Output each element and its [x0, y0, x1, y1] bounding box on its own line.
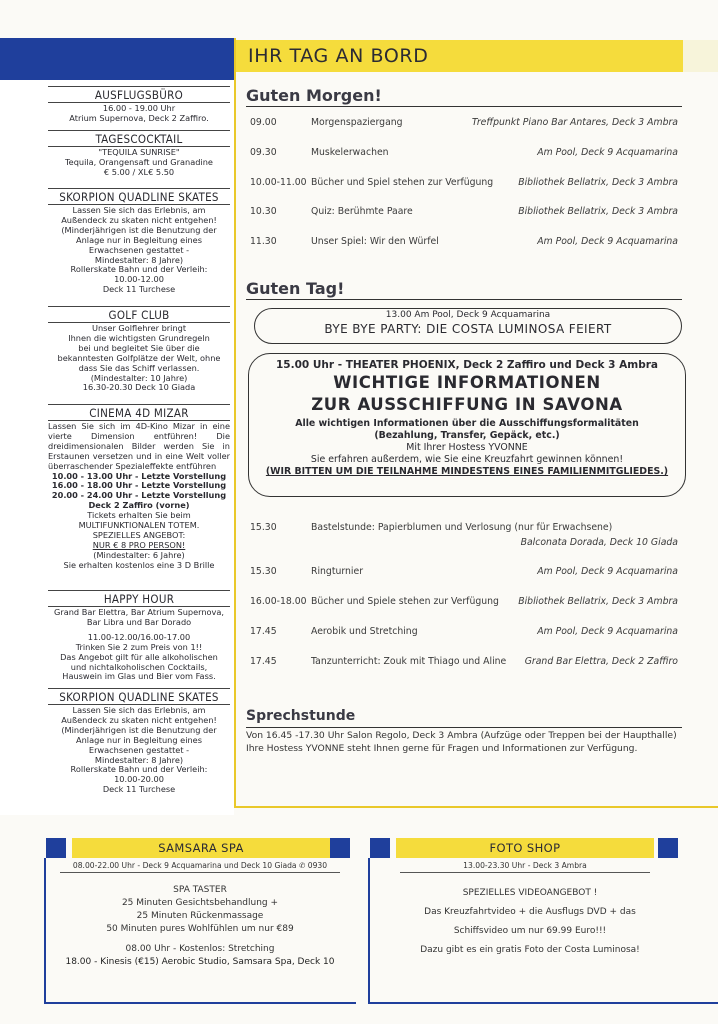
title-bar — [236, 40, 683, 72]
text-line: 16.30-20.30 Deck 10 Giada — [82, 382, 196, 393]
section-title: HAPPY HOUR — [48, 590, 230, 607]
heading-rule — [246, 299, 682, 300]
schedule-row — [250, 117, 678, 131]
sprechstunde-text — [246, 730, 696, 755]
text-line: 20.00 - 24.00 Uhr - Letzte Vorstellung — [51, 490, 227, 501]
heading-rule — [246, 727, 682, 728]
row-location: Bibliothek Bellatrix, Deck 3 Ambra — [518, 206, 678, 217]
text-line: (Minderjährigen ist die Benutzung der — [61, 224, 217, 235]
row-time: 09.30 — [250, 147, 277, 158]
info-headline: ZUR AUSSCHIFFUNG IN SAVONA — [311, 395, 623, 414]
row-time: 17.45 — [250, 626, 277, 637]
text-line: "TEQUILA SUNRISE" — [98, 147, 180, 157]
text-line: Atrium Supernova, Deck 2 Zaffiro. — [69, 112, 209, 123]
row-time: 10.00-11.00 — [250, 177, 307, 188]
row-activity: Ringturnier — [311, 566, 364, 577]
foto-border-bottom — [368, 1002, 718, 1004]
schedule-row — [250, 656, 678, 670]
text-line: Das Kreuzfahrtvideo + die Ausflugs DVD + das — [424, 907, 636, 917]
divider-horizontal — [236, 806, 718, 808]
info-text: Sie erfahren außerdem, wie Sie eine Kreuzfahrt gewinnen können! — [310, 454, 624, 465]
section-tagescocktail — [48, 130, 230, 178]
section-title: AUSFLUGSBÜRO — [48, 86, 230, 103]
page-title: IHR TAG AN BORD — [248, 45, 429, 67]
spa-details — [50, 884, 350, 969]
section-title: TAGESCOCKTAIL — [48, 130, 230, 147]
section-title: GOLF CLUB — [48, 306, 230, 323]
row-time: 10.30 — [250, 206, 277, 217]
section-title: SKORPION QUADLINE SKATES — [48, 688, 230, 705]
party-box — [254, 308, 682, 344]
text-line: 25 Minuten Rückenmassage — [136, 911, 264, 921]
text-line: Bar Libra und Bar Dorado — [86, 616, 192, 627]
text-paragraph: Lassen Sie sich im 4D-Kino Mizar in eine vierte Dimension entführen! Die dreidimensionalen Bilder werden Sie in Erstaunen versetzen und in eine Welt voller überraschender Spezialeffekte entführen — [48, 421, 230, 471]
text-line: Deck 11 Turchese — [102, 284, 176, 295]
row-activity: Muskelerwachen — [311, 147, 389, 158]
row-location: Treffpunkt Piano Bar Antares, Deck 3 Ambra — [471, 117, 678, 128]
info-headline: WICHTIGE INFORMATIONEN — [333, 373, 601, 392]
row-location: Am Pool, Deck 9 Acquamarina — [537, 147, 678, 158]
text-line: 10.00-20.00 — [114, 774, 164, 785]
text-line: NUR € 8 PRO PERSON! — [92, 539, 186, 550]
text-line: Sie erhalten kostenlos eine 3 D Brille — [63, 559, 215, 570]
row-activity: Bastelstunde: Papierblumen und Verlosung (nur für Erwachsene) — [311, 522, 613, 533]
text-line: € 5.00 / XL€ 5.50 — [103, 166, 175, 177]
title-bar-extension — [683, 40, 718, 72]
text-line: Grand Bar Elettra, Bar Atrium Supernova, — [54, 607, 224, 617]
schedule-row — [250, 596, 678, 610]
text-line: Erwachsenen gestattet - — [88, 244, 190, 255]
row-time: 15.30 — [250, 566, 277, 577]
text-line: Lassen Sie sich das Erlebnis, am — [72, 705, 206, 715]
foto-details — [380, 884, 680, 960]
text-line: Unser Golflehrer bringt — [91, 323, 187, 333]
text-line: Erwachsenen gestattet - — [88, 744, 190, 755]
row-activity: Unser Spiel: Wir den Würfel — [311, 236, 439, 247]
text-line: bekanntesten Golfplätze der Welt, ohne — [57, 352, 221, 363]
row-activity: Quiz: Berühmte Paare — [311, 206, 413, 217]
row-location: Am Pool, Deck 9 Acquamarina — [537, 566, 678, 577]
text-line: Rollerskate Bahn und der Verleih: — [70, 264, 208, 275]
foto-border-left — [368, 858, 370, 1004]
text-line: und nichtalkoholischen Cocktails, — [70, 661, 208, 672]
schedule-row — [250, 566, 678, 580]
text-line: Deck 2 Zaffiro (vorne) — [88, 500, 190, 511]
text-line: Hauswein im Glas und Bier vom Fass. — [62, 671, 216, 682]
text-line: Ihnen die wichtigsten Grundregeln — [68, 332, 210, 343]
text-line: Von 16.45 -17.30 Uhr Salon Regolo, Deck 3 Ambra (Aufzüge oder Treppen bei der Haupthalle) — [246, 730, 677, 741]
row-location: Am Pool, Deck 9 Acquamarina — [537, 236, 678, 247]
row-location: Bibliothek Bellatrix, Deck 3 Ambra — [518, 596, 678, 607]
text-line: (Mindestalter: 10 Jahre) — [90, 372, 188, 383]
text-line: 18.00 - Kinesis (€15) Aerobic Studio, Samsara Spa, Deck 10 — [65, 957, 335, 967]
heading-day: Guten Tag! — [246, 279, 345, 298]
row-time: 11.30 — [250, 236, 277, 247]
spa-title: SAMSARA SPA — [72, 838, 330, 858]
text-line: Trinken Sie 2 zum Preis von 1!! — [75, 641, 203, 652]
text-line: 08.00 Uhr - Kostenlos: Stretching — [125, 944, 275, 954]
text-line: Schiffsvideo um nur 69.99 Euro!!! — [453, 926, 607, 936]
text-line: dass Sie das Schiff verlassen. — [78, 362, 200, 373]
row-location: Am Pool, Deck 9 Acquamarina — [537, 626, 678, 637]
text-line: Anlage nur in Begleitung eines — [76, 734, 202, 745]
party-title: BYE BYE PARTY: DIE COSTA LUMINOSA FEIERT — [324, 322, 612, 336]
schedule-row — [250, 626, 678, 640]
spa-border-left — [44, 858, 46, 1004]
text-line: 11.00-12.00/16.00-17.00 — [87, 631, 191, 642]
info-text: Mit Ihrer Hostess YVONNE — [406, 442, 528, 453]
foto-title: FOTO SHOP — [396, 838, 654, 858]
text-line: MULTIFUNKTIONALEN TOTEM. — [78, 520, 200, 531]
row-location: Balconata Dorada, Deck 10 Giada — [520, 537, 678, 548]
text-line: Mindestalter: 8 Jahre) — [94, 754, 184, 765]
text-line: Rollerskate Bahn und der Verleih: — [70, 764, 208, 775]
heading-morning: Guten Morgen! — [246, 86, 382, 105]
text-line: Deck 11 Turchese — [102, 784, 176, 795]
section-ausflugsbuero — [48, 86, 230, 124]
row-location: Grand Bar Elettra, Deck 2 Zaffiro — [524, 656, 678, 667]
info-text: (Bezahlung, Transfer, Gepäck, etc.) — [374, 430, 560, 441]
left-header-bar — [0, 38, 234, 80]
section-happy-hour — [48, 590, 230, 682]
text-line: bei und begleitet Sie über die — [78, 342, 200, 353]
section-skorpion-1 — [48, 188, 230, 295]
text-line: (Mindestalter: 6 Jahre) — [93, 549, 185, 560]
info-text: Alle wichtigen Informationen über die Ausschiffungsformalitäten — [295, 418, 639, 429]
section-skorpion-2 — [48, 688, 230, 795]
section-cinema — [48, 404, 230, 571]
row-activity: Bücher und Spiel stehen zur Verfügung — [311, 177, 494, 188]
spa-border-bottom — [44, 1002, 356, 1004]
text-line: SPA TASTER — [173, 885, 227, 895]
text-line: Tequila, Orangensaft und Granadine — [65, 156, 213, 167]
blue-square — [46, 838, 66, 858]
text-line: 50 Minuten pures Wohlfühlen um nur €89 — [106, 924, 294, 934]
divider-vertical — [234, 38, 236, 808]
blue-square — [330, 838, 350, 858]
text-line: (Minderjährigen ist die Benutzung der — [61, 724, 217, 735]
row-activity: Aerobik und Stretching — [311, 626, 418, 637]
schedule-row — [250, 522, 678, 550]
heading-sprechstunde: Sprechstunde — [246, 708, 356, 724]
row-activity: Bücher und Spiele stehen zur Verfügung — [311, 596, 499, 607]
schedule-row — [250, 206, 678, 220]
text-line: Das Angebot gilt für alle alkoholischen — [60, 651, 218, 662]
row-time: 15.30 — [250, 522, 277, 533]
text-line: Außendeck zu skaten nicht entgehen! — [61, 214, 217, 225]
row-activity: Tanzunterricht: Zouk mit Thiago und Aline — [311, 656, 507, 667]
text-line: Ihre Hostess YVONNE steht Ihnen gerne für Fragen und Informationen zur Verfügung. — [246, 742, 638, 754]
section-golf-club — [48, 306, 230, 393]
schedule-row — [250, 147, 678, 161]
text-line: Tickets erhalten Sie beim — [87, 510, 191, 521]
blue-square — [658, 838, 678, 858]
text-line: SPEZIELLES VIDEOANGEBOT ! — [462, 888, 598, 898]
row-time: 09.00 — [250, 117, 277, 128]
text-line: 10.00 - 13.00 Uhr - Letzte Vorstellung — [51, 470, 227, 481]
text-line: 10.00-12.00 — [114, 274, 164, 285]
section-title: SKORPION QUADLINE SKATES — [48, 188, 230, 205]
row-activity: Morgenspaziergang — [311, 117, 403, 128]
foto-hours: 13.00-23.30 Uhr - Deck 3 Ambra — [400, 860, 650, 873]
text-line: 16.00 - 18.00 Uhr - Letzte Vorstellung — [51, 480, 227, 491]
schedule-row — [250, 177, 678, 191]
text-line: Dazu gibt es ein gratis Foto der Costa Luminosa! — [420, 945, 640, 955]
text-line: Anlage nur in Begleitung eines — [76, 234, 202, 245]
party-subtitle: 13.00 Am Pool, Deck 9 Acquamarina — [385, 310, 551, 320]
text-line: Außendeck zu skaten nicht entgehen! — [61, 714, 217, 725]
blue-square — [370, 838, 390, 858]
text-line: Mindestalter: 8 Jahre) — [94, 254, 184, 265]
info-time-location: 15.00 Uhr - THEATER PHOENIX, Deck 2 Zaffiro und Deck 3 Ambra — [276, 359, 658, 371]
row-time: 16.00-18.00 — [250, 596, 307, 607]
text-line: Lassen Sie sich das Erlebnis, am — [72, 205, 206, 215]
info-box — [248, 353, 686, 497]
text-line: 25 Minuten Gesichtsbehandlung + — [121, 898, 279, 908]
spa-hours: 08.00-22.00 Uhr - Deck 9 Acquamarina und Deck 10 Giada ✆ 0930 — [60, 860, 340, 873]
text-line: SPEZIELLES ANGEBOT: — [92, 529, 186, 540]
schedule-row — [250, 236, 678, 250]
section-title: CINEMA 4D MIZAR — [48, 404, 230, 421]
info-text: (WIR BITTEN UM DIE TEILNAHME MINDESTENS EINES FAMILIENMITGLIEDES.) — [265, 466, 669, 477]
row-time: 17.45 — [250, 656, 277, 667]
heading-rule — [246, 106, 682, 107]
row-location: Bibliothek Bellatrix, Deck 3 Ambra — [518, 177, 678, 188]
text-line: 16.00 - 19.00 Uhr — [102, 103, 176, 113]
